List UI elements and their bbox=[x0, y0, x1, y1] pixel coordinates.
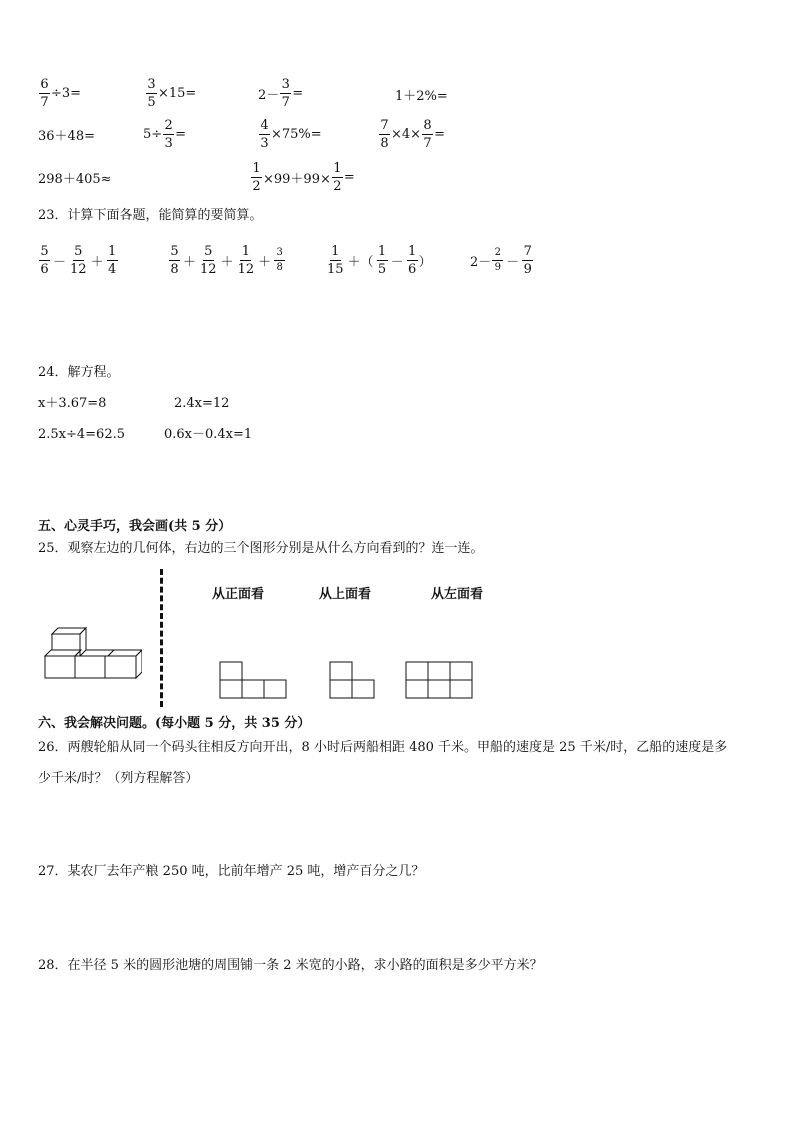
view-figure-3 bbox=[405, 661, 475, 699]
calc-item-1: $\frac{6}{7}$ ÷3= bbox=[40, 77, 82, 110]
equation-4: 0.6x－0.4x=1 bbox=[164, 427, 253, 442]
fraction: $\frac{3}{5}$ bbox=[147, 77, 156, 110]
calc-item-6: 5÷ $\frac{2}{3}$ = bbox=[143, 118, 187, 151]
question-24-title: 24．解方程。 bbox=[38, 365, 120, 380]
calc-item-4: 1＋2%= bbox=[395, 89, 448, 104]
calc-item-10: $\frac{1}{2}$ ×99＋99× $\frac{1}{2}$ = bbox=[252, 161, 355, 194]
view-label-top: 从上面看 bbox=[319, 587, 372, 602]
question-23-title: 23．计算下面各题，能简算的要简算。 bbox=[38, 208, 263, 223]
equation-2: 2.4x=12 bbox=[174, 396, 230, 411]
fraction: $\frac{3}{7}$ bbox=[281, 77, 290, 110]
fraction: $\frac{6}{7}$ bbox=[40, 77, 49, 110]
fraction: $\frac{7}{8}$ bbox=[380, 118, 389, 151]
calc-item-2: $\frac{3}{5}$ ×15= bbox=[147, 77, 197, 110]
q23-expression-1: $\frac{5}{6}$ － $\frac{5}{12}$ ＋ $\frac{1}{4}$ bbox=[40, 244, 117, 277]
calc-item-8: $\frac{7}{8}$ ×4× $\frac{8}{7}$ = bbox=[380, 118, 445, 151]
view-label-left: 从左面看 bbox=[431, 587, 484, 602]
fraction: $\frac{4}{3}$ bbox=[260, 118, 269, 151]
section-5-title: 五、心灵手巧，我会画(共 5 分） bbox=[38, 519, 232, 534]
view-label-front: 从正面看 bbox=[212, 587, 265, 602]
q23-expression-4: 2－ $\frac{2}{9}$ － $\frac{7}{9}$ bbox=[470, 244, 532, 277]
equation-1: x＋3.67=8 bbox=[38, 396, 107, 411]
calc-item-5: 36＋48= bbox=[38, 129, 95, 144]
fraction: $\frac{8}{7}$ bbox=[423, 118, 432, 151]
fraction: $\frac{1}{2}$ bbox=[333, 161, 342, 194]
question-25: 25．观察左边的几何体，右边的三个图形分别是从什么方向看到的？连一连。 bbox=[38, 541, 484, 556]
question-26-line-1: 26．两艘轮船从同一个码头往相反方向开出，8 小时后两船相距 480 千米。甲船的速度是 25 千米/时，乙船的速度是多 bbox=[38, 740, 728, 755]
calc-item-3: 2－ $\frac{3}{7}$ = bbox=[258, 77, 304, 110]
view-figure-2 bbox=[329, 661, 377, 699]
q23-expression-3: $\frac{1}{15}$ ＋（ $\frac{1}{5}$ － $\frac{1}{6}$ ） bbox=[327, 244, 432, 277]
equation-3: 2.5x÷4=62.5 bbox=[38, 427, 126, 442]
question-27: 27．某农厂去年产粮 250 吨，比前年增产 25 吨，增产百分之几？ bbox=[38, 864, 425, 879]
fraction: $\frac{1}{2}$ bbox=[252, 161, 261, 194]
fraction: $\frac{2}{3}$ bbox=[164, 118, 173, 151]
question-26-line-2: 少千米/时？（列方程解答） bbox=[38, 771, 199, 786]
view-figure-1 bbox=[219, 661, 289, 699]
dashed-divider bbox=[160, 569, 163, 707]
calc-item-7: $\frac{4}{3}$ ×75%= bbox=[260, 118, 322, 151]
section-6-title: 六、我会解决问题。(每小题 5 分，共 35 分） bbox=[38, 716, 311, 731]
q23-expression-2: $\frac{5}{8}$ ＋ $\frac{5}{12}$ ＋ $\frac{1}{12}$ ＋ $\frac{3}{8}$ bbox=[168, 245, 286, 276]
calc-item-9: 298＋405≈ bbox=[38, 172, 112, 187]
question-28: 28．在半径 5 米的圆形池塘的周围铺一条 2 米宽的小路，求小路的面积是多少平方米？ bbox=[38, 958, 543, 973]
geometric-solid-figure bbox=[40, 622, 142, 684]
